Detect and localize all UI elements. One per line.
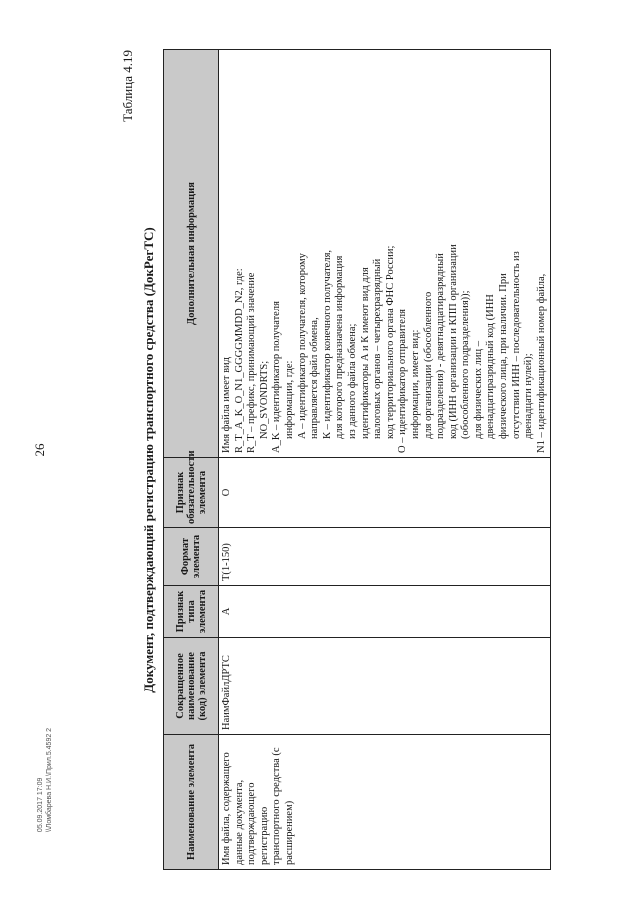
page-number: 26 — [32, 443, 47, 457]
info-line: двенадцати нулей); — [523, 353, 535, 439]
info-line: код (ИНН организации и КПП организации — [447, 244, 459, 439]
info-line: К – идентификатор конечного получателя, — [321, 249, 333, 439]
footer-timestamp: 05.09.2017 17:09 — [37, 777, 44, 833]
info-line: код территориального органа ФНС России; — [384, 245, 396, 439]
info-line: (обособленного подразделения)); — [460, 290, 472, 439]
header-required: Признак обязательности элемента — [164, 458, 219, 528]
info-line: О – идентификатор отправителя — [397, 309, 409, 453]
header-type: Признак типа элемента — [164, 586, 219, 638]
cell-type: А — [219, 586, 551, 638]
footer-path: \\Ломбарева Н.И.\Прил.5.4592 2 — [46, 727, 53, 833]
info-line: информации, где: — [283, 360, 295, 439]
info-line: физического лица, при наличии. При — [498, 273, 510, 439]
cell-name: Имя файла, содержащего данные документа, подтверждающего регистрацию транспортного средства (с расширением) — [219, 735, 551, 870]
table-row — [219, 50, 551, 870]
document-title: Документ, подтверждающий регистрацию транспортного средства (ДокРегТС) — [141, 227, 156, 693]
table-label: Таблица 4.19 — [120, 50, 135, 122]
rotated-table-block — [120, 40, 620, 880]
table-header-row — [164, 50, 219, 870]
info-line: для которого предназначена информация — [334, 255, 346, 439]
info-line: N1 – идентификационный номер файла, — [535, 273, 547, 453]
info-line: налоговых органов – четырехразрядный — [372, 258, 384, 439]
info-line: R_T – префикс, принимающий значение — [246, 272, 258, 453]
cell-code: НаимФайлДРТС — [219, 638, 551, 735]
info-line: NO_SVONDRTS; — [258, 360, 270, 439]
info-line: направляется файл обмена, — [309, 317, 321, 439]
info-line: двенадцатиразрядный код (ИНН — [485, 294, 497, 439]
info-line: Имя файла имеет вид — [221, 356, 232, 453]
info-line: информации, имеет вид: — [409, 329, 421, 439]
info-line: идентификаторы А и К имеют вид для — [359, 267, 371, 439]
info-line: R_T_A_K_O_N1_GGGGMMDD_N2, где: — [233, 268, 245, 453]
header-info: Дополнительная информация — [164, 50, 219, 458]
info-line: для организации (обособленного — [422, 291, 434, 439]
cell-format: T(1-150) — [219, 528, 551, 586]
cell-required: О — [219, 458, 551, 528]
print-footer — [36, 728, 54, 832]
cell-info — [219, 50, 551, 458]
info-line: из данного файла обмена; — [346, 323, 358, 439]
info-line: для физических лиц – — [472, 340, 484, 439]
info-line: А – идентификатор получателя, которому — [296, 253, 308, 439]
header-code: Сокращенное наименование (код) элемента — [164, 638, 219, 735]
elements-table — [163, 49, 551, 870]
header-format: Формат элемента — [164, 528, 219, 586]
header-name: Наименование элемента — [164, 735, 219, 870]
info-line: подразделения) - девятнадцатиразрядный — [435, 253, 447, 439]
info-line: отсутствии ИНН – последовательность из — [510, 251, 522, 439]
info-line: A_K – идентификатор получателя — [271, 301, 283, 453]
